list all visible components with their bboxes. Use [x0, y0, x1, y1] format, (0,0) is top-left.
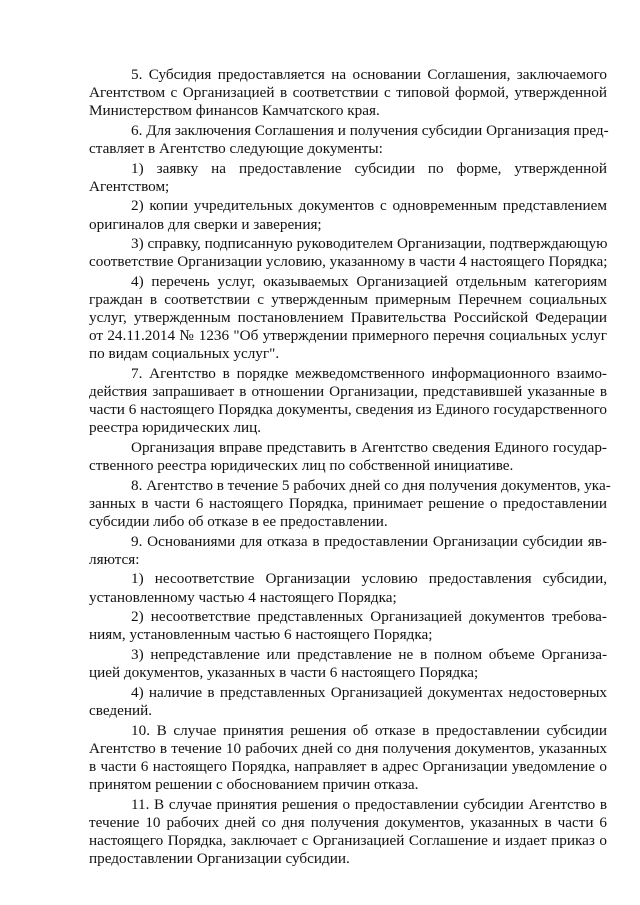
text-line: соответствие Организации условию, указанному в части 4 настоящего Порядка; — [89, 253, 608, 271]
text-line: 2) несоответствие представленных Организацией документов требова- — [131, 608, 607, 626]
text-line: сведений. — [89, 701, 153, 719]
paragraph-p9-4 — [89, 684, 607, 720]
paragraph-p9-1 — [89, 570, 607, 606]
text-line: ляются: — [89, 550, 140, 568]
paragraph-p8 — [89, 476, 611, 531]
text-line: Агентством с Организацией в соответствии с типовой формой, утвержденной — [89, 84, 607, 102]
text-line: субсидии либо об отказе в ее предоставлении. — [89, 513, 388, 530]
text-line: Агентство в течение 10 рабочих дней со дня получения документов, указанных — [89, 739, 607, 757]
text-line: Агентством; — [89, 177, 170, 195]
text-line: Министерством финансов Камчатского края. — [89, 102, 380, 120]
text-line: от 24.11.2014 № 1236 "Об утверждении примерного перечня социальных услуг — [89, 327, 607, 345]
text-line: реестра юридических лиц. — [89, 419, 262, 437]
text-line: 11. В случае принятия решения о предоставлении субсидии Агентство в — [131, 795, 607, 813]
text-line: 10. В случае принятия решения об отказе в предоставлении субсидии — [131, 721, 607, 739]
text-line: цией документов, указанных в части 6 настоящего Порядка; — [89, 664, 479, 682]
text-line: 8. Агентство в течение 5 рабочих дней со дня получения документов, ука- — [131, 476, 611, 494]
paragraph-gap — [89, 868, 607, 870]
text-line: Организация вправе представить в Агентство сведения Единого государ- — [131, 439, 607, 457]
text-line: оригиналов для сверки и заверения; — [89, 215, 322, 233]
paragraph-p11 — [89, 796, 607, 868]
paragraph-p5 — [89, 66, 607, 120]
text-line: занных в части 6 настоящего Порядка, принимает решение о предоставлении — [89, 494, 607, 512]
paragraph-p6-4 — [89, 273, 607, 363]
paragraph-p7-extra — [89, 439, 607, 475]
text-line: настоящего Порядка, заключает с Организацией Соглашение и издает приказ о — [89, 831, 607, 849]
paragraph-p6-1 — [89, 160, 607, 196]
document-body — [89, 66, 611, 870]
text-line: 4) наличие в представленных Организацией документах недостоверных — [131, 683, 607, 701]
text-line: услуг, утвержденным постановлением Правительства Российской Федерации — [89, 309, 607, 327]
paragraph-p6 — [89, 122, 607, 158]
text-line: 6. Для заключения Соглашения и получения субсидии Организация пред- — [131, 121, 609, 139]
text-line: 3) непредставление или представление не в полном объеме Организа- — [131, 646, 607, 664]
text-line: ственного реестра юридических лиц по собственной инициативе. — [89, 457, 514, 475]
text-line: граждан в соответствии с утвержденным примерным Перечнем социальных — [89, 291, 607, 309]
text-line: 7. Агентство в порядке межведомственного информационного взаимо- — [131, 365, 607, 383]
text-line: действия запрашивает в отношении Организации, представившей указанные в — [89, 383, 607, 401]
paragraph-p9 — [89, 533, 607, 569]
paragraph-p9-2 — [89, 608, 607, 644]
text-line: ниям, установленным частью 6 настоящего Порядка; — [89, 626, 433, 644]
text-line: течение 10 рабочих дней со дня получения документов, указанных в части 6 — [89, 813, 607, 831]
paragraph-p10 — [89, 722, 607, 794]
text-line: 1) заявку на предоставление субсидии по форме, утвержденной — [131, 159, 607, 177]
text-line: ставляет в Агентство следующие документы: — [89, 139, 383, 157]
text-line: 3) справку, подписанную руководителем Организации, подтверждающую — [131, 235, 608, 253]
text-line: 2) копии учредительных документов с одновременным представлением — [131, 197, 607, 215]
text-line: части 6 настоящего Порядка документы, сведения из Единого государственного — [89, 401, 607, 419]
text-line: по видам социальных услуг". — [89, 345, 280, 363]
text-line: предоставлении Организации субсидии. — [89, 849, 350, 867]
paragraph-p6-3 — [89, 235, 607, 271]
paragraph-p9-3 — [89, 646, 607, 682]
text-line: 9. Основаниями для отказа в предоставлении Организации субсидии яв- — [131, 532, 607, 550]
text-line: 1) несоответствие Организации условию предоставления субсидии, — [131, 570, 607, 588]
text-line: 4) перечень услуг, оказываемых Организацией отдельным категориям — [131, 273, 607, 290]
text-line: установленному частью 4 настоящего Порядка; — [89, 588, 397, 606]
text-line: в части 6 настоящего Порядка, направляет в адрес Организации уведомление о — [89, 757, 607, 775]
text-line: 5. Субсидия предоставляется на основании Соглашения, заключаемого — [131, 66, 607, 83]
paragraph-p6-2 — [89, 197, 607, 233]
text-line: принятом решении с обоснованием причин отказа. — [89, 775, 419, 793]
paragraph-p7 — [89, 365, 607, 437]
